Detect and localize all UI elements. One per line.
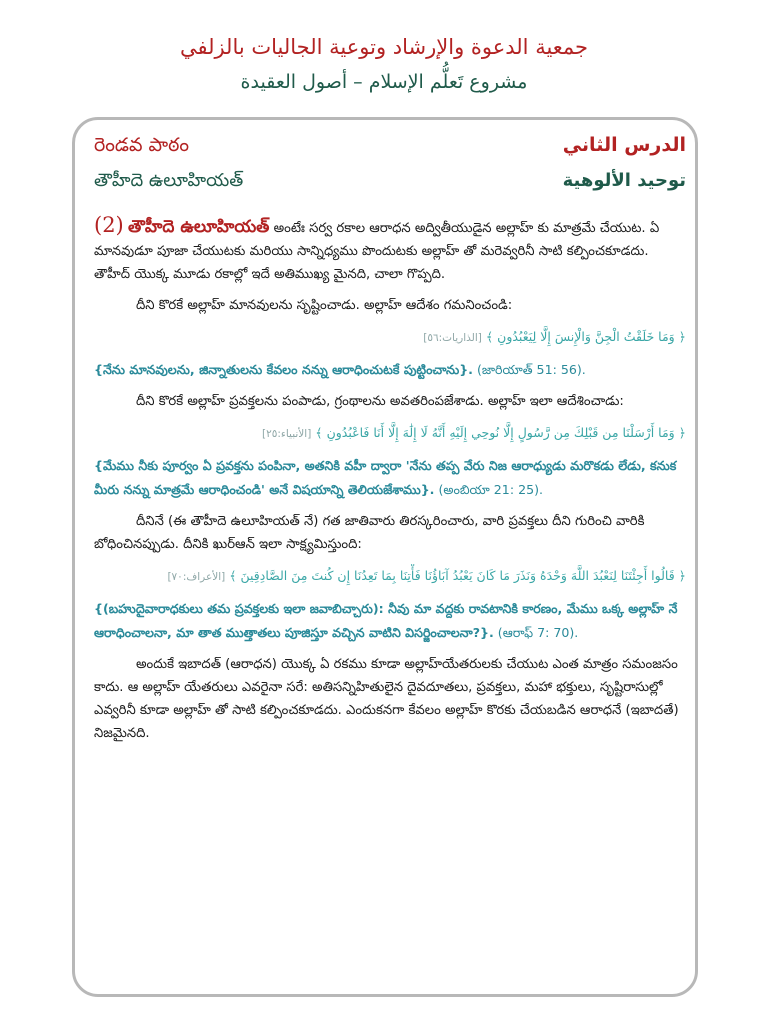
lesson-title-arabic: الدرس الثاني	[562, 134, 686, 156]
paragraph-creation-purpose: దీని కొరకే అల్లాహ్ మానవులను సృష్టించాడు. అల్లాహ్ ఆదేశం గమనించండి:	[136, 298, 513, 313]
definition-text: అంటేః సర్వ రకాల ఆరాధన అద్వితీయుడైన అల్లాహ్ కు మాత్రమే చేయుట. ఏ మానవుడూ పూజా చేయుటకు మరియు సాన్నిధ్యము పొందుటకు అల్లాహ్ తో మరెవ్వరినీ సాటి కల్పించకూడదు. తౌహీద్ యొక్క మూడు రకాల్లో ఇదే అతిముఖ్య మైనది, చాలా గొప్పది.	[94, 221, 660, 282]
quran-verse-1	[94, 325, 686, 350]
translation-text: {నేను మానవులను, జిన్నాతులను కేవలం నన్ను ఆరాధించుటకే పుట్టించాను}.	[94, 362, 473, 377]
translation-reference: (ఆరాఫ్ 7: 70).	[493, 625, 579, 640]
lesson-subtitle-row	[94, 170, 686, 200]
verse-translation-2	[94, 454, 686, 502]
quran-verse-3	[94, 564, 686, 589]
verse-text: ﴿ قَالُوا أَجِئْتَنَا لِنَعْبُدَ اللَّهَ وَحْدَهُ وَنَذَرَ مَا كَانَ يَعْبُدُ آبَاؤُنَا فَأْتِنَا بِمَا تَعِدُنَا إِن كُنتَ مِنَ الصَّادِقِينَ ﴾	[229, 568, 686, 583]
verse-translation-3	[94, 597, 686, 645]
project-name: مشروع تَعلُّم الإسلام – أصول العقيدة	[240, 71, 528, 93]
lesson-subtitle-arabic: توحيد الألوهية	[562, 170, 686, 191]
paragraph-rejection: దీనినే (ఈ తౌహీదె ఉలూహియత్ నే) గత జాతివారు తిరస్కరించారు, వారి ప్రవక్తలు దీని గురించి వారికి బోధించినప్పుడు. దీనికి ఖుర్ఆన్ ఇలా సాక్ష్యమిస్తుంది:	[94, 514, 645, 552]
section-number: (2)	[94, 213, 124, 237]
term-heading: తౌహీదె ఉలూహియత్	[127, 217, 270, 237]
lesson-subtitle-telugu: తౌహీదె ఉలూహియత్	[94, 170, 244, 191]
verse-text: ﴿ وَمَا خَلَقْتُ الْجِنَّ وَالْإِنسَ إِلَّا لِيَعْبُدُونِ ﴾	[485, 329, 686, 344]
lesson-title-row	[94, 134, 686, 164]
translation-reference: (అంబియా 21: 25).	[434, 482, 544, 497]
translation-reference: (జారియాత్ 51: 56).	[472, 362, 586, 377]
page-header	[0, 32, 768, 98]
verse-reference: [الذاريات:٥٦]	[423, 332, 482, 344]
paragraph-prophets: దీని కొరకే అల్లాహ్ ప్రవక్తలను పంపాడు, గ్రంథాలను అవతరింపజేశాడు. అల్లాహ్ ఇలా ఆదేశించాడు:	[136, 394, 624, 409]
paragraph-conclusion: అందుకే ఇబాదత్ (ఆరాధన) యొక్క ఏ రకము కూడా అల్లాహ్‌యేతరులకు చేయుట ఎంత మాత్రం సమంజసం కాదు. ఆ అల్లాహ్ యేతరులు ఎవరైనా సరే: అతిసన్నిహితులైన దైవదూతలు, ప్రవక్తలు, మహా భక్తులు, సృష్టిరాసుల్లో ఎవ్వరినీ కూడా అల్లాహ్ తో సాటి కల్పించకూడదు. ఎందుకనగా కేవలం అల్లాహ్ కొరకు చేయబడిన ఆరాధనే (ఇబాదతే) నిజమైనది.	[94, 657, 679, 741]
verse-translation-1	[94, 358, 686, 382]
organization-name: جمعية الدعوة والإرشاد وتوعية الجاليات بالزلفي	[179, 35, 589, 59]
translation-text: {(బహుదైవారాధకులు తమ ప్రవక్తలకు ఇలా జవాబిచ్చారు): నీవు మా వద్దకు రావటానికి కారణం, మేము ఒక్క అల్లాహ్ నే ఆరాధించాలనా, మా తాత ముత్తాతలు పూజిస్తూ వచ్చిన వాటిని విసర్జించాలనా?}.	[94, 601, 678, 640]
paragraph-definition	[94, 214, 686, 286]
verse-reference: [الأعراف:٧٠]	[167, 571, 226, 583]
lesson-title-telugu: రెండవ పాఠం	[94, 134, 189, 156]
verse-reference: [الأنبياء:٢٥]	[261, 428, 312, 440]
verse-text: ﴿ وَمَا أَرْسَلْنَا مِن قَبْلِكَ مِن رَّسُولٍ إِلَّا نُوحِي إِلَيْهِ أَنَّهُ لَا إِلَٰهَ إِلَّا أَنَا فَاعْبُدُونِ ﴾	[315, 425, 686, 440]
lesson-body	[94, 214, 686, 753]
quran-verse-2	[94, 421, 686, 446]
translation-text: {మేము నీకు పూర్వం ఏ ప్రవక్తను పంపినా, అతనికి వహీ ద్వారా 'నేను తప్ప వేరు నిజ ఆరాధ్యుడు మరొకడు లేడు, కనుక మీరు నన్ను మాత్రమే ఆరాధించండి' అనే విషయాన్ని తెలియజేశాము}.	[94, 458, 677, 497]
